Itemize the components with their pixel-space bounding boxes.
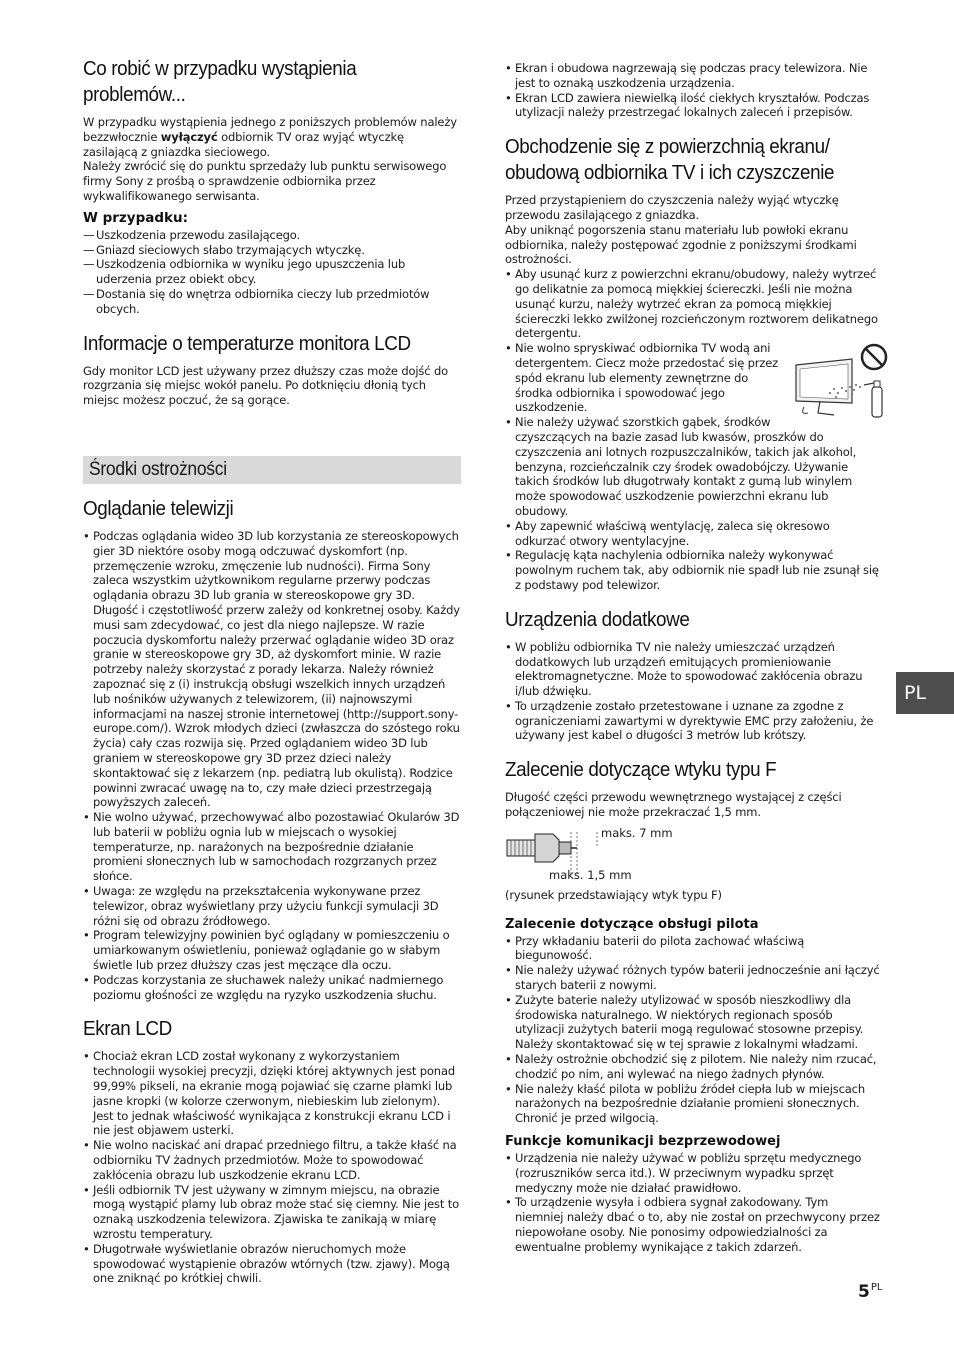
watching-title: Oglądanie telewizji <box>83 496 234 520</box>
temperature-text: Gdy monitor LCD jest używany przez dłuższy czas może dojść do rozgrzania się miejsc wokół panelu. Po dotknięciu dłonią tych miejsc możesz poczuć, że są gorące. <box>83 363 448 408</box>
problems-paragraph-2: Należy zwrócić się do punktu sprzedaży lub punktu serwisowego firmy Sony z prośbą o sprawdzenie odbiornika przez wykwalifikowanego serwisanta. <box>83 159 447 203</box>
section-accessories <box>505 607 880 744</box>
problems-title-line1: Co robić w przypadku wystąpienia <box>83 57 357 80</box>
problems-title <box>83 56 431 108</box>
list-item: • Nie wolno naciskać ani drapać przedniego filtru, a także kłaść na odbiorniku TV żadnych przedmiotów. Może to spowodować zakłócenia obrazu lub uszkodzenie ekranu LCD. <box>83 1138 461 1182</box>
list-item: • Aby usunąć kurz z powierzchni ekranu/obudowy, należy wytrzeć go delikatnie za pomocą miękkiej ściereczki. Jeśli nie można usunąć kurzu, należy wytrzeć ekran za pomocą miękkiej ściereczki lekko zwilżonej rozcieńczonym roztworem delikatnego detergentu. <box>505 267 880 341</box>
watching-list <box>83 529 461 1003</box>
list-item: • Aby zapewnić właściwą wentylację, zaleca się okresowo odkurzać otwory wentylacyjne. <box>505 519 880 549</box>
list-item: — Gniazd sieciowych słabo trzymających wtyczkę. <box>83 243 461 258</box>
list-item-with-figure <box>505 341 880 415</box>
list-item: • Regulację kąta nachylenia odbiornika należy wykonywać powolnym ruchem tak, aby odbiornik nie spadł lub nie zsunął się z podstawy pod telewizor. <box>505 548 880 592</box>
list-item: • To urządzenie zostało przetestowane i uznane za zgodne z ograniczeniami zawartymi w dyrektywie EMC przy założeniu, że używany jest kabel o długości 3 metrów lub krótszy. <box>505 699 880 743</box>
list-item: • Chociaż ekran LCD został wykonany z wykorzystaniem technologii wysokiej precyzji, dzięki której aktywnych jest ponad 99,99% pikseli, na ekranie mogą pojawiać się czarne plamki lub jasne kropki (w kolorze czerwonym, niebieskim lub zielonym). Jest to jednak właściwość wynikająca z konstrukcji ekranu LCD i nie jest objawem usterki. <box>83 1049 461 1138</box>
list-item: • Nie wolno używać, przechowywać albo pozostawiać Okularów 3D lub baterii w pobliżu ognia lub w miejscach o wysokiej temperaturze, np. narażonych na bezpośrednie działanie promieni słonecznych lub w samochodach rozgrzanych przez słońce. <box>83 810 461 884</box>
wireless-list <box>505 1151 880 1255</box>
temperature-title: Informacje o temperaturze monitora LCD <box>83 331 411 355</box>
section-wireless <box>505 1134 880 1255</box>
language-tab: PL <box>896 672 954 714</box>
section-remote <box>505 917 880 1126</box>
list-item: — Uszkodzenia odbiornika w wyniku jego upuszczenia lub uderzenia przez obiekt obcy. <box>83 257 461 287</box>
lcd-title: Ekran LCD <box>83 1017 172 1041</box>
problems-paragraph-1 <box>83 115 461 159</box>
list-item: • Nie należy używać różnych typów baterii jednocześnie ani łączyć starych baterii z nowymi. <box>505 963 880 993</box>
plug-caption: (rysunek przedstawiający wtyk typu F) <box>505 887 722 902</box>
problems-p1-bold: wyłączyć <box>160 129 218 144</box>
section-cleaning <box>505 134 880 593</box>
list-item: • Przy wkładaniu baterii do pilota zachować właściwą biegunowość. <box>505 934 880 964</box>
left-column <box>83 56 461 1300</box>
list-item: • Urządzenia nie należy używać w pobliżu sprzętu medycznego (rozruszników serca itd.). W przeciwnym wypadku sprzęt medyczny może nie działać prawidłowo. <box>505 1151 880 1195</box>
cleaning-title-line1: Obchodzenie się z powierzchnią ekranu/ <box>505 135 830 159</box>
list-item: • Zużyte baterie należy utylizować w sposób nieszkodliwy dla środowiska naturalnego. W niektórych regionach sposób utylizacji zużytych baterii mogą regulować stosowne przepisy. Należy skontaktować się w tej sprawie z lokalnymi władzami. <box>505 993 880 1052</box>
accessories-title: Urządzenia dodatkowe <box>505 607 690 631</box>
section-problems <box>83 56 461 317</box>
wireless-title: Funkcje komunikacji bezprzewodowej <box>505 1134 781 1150</box>
list-item: • Podczas oglądania wideo 3D lub korzystania ze stereoskopowych gier 3D niektóre osoby mogą odczuwać dyskomfort (np. przemęczenie wzroku, zmęczenie lub nudności). Firma Sony zaleca wszystkim użytkownikom regularne przerwy podczas oglądania obrazu 3D lub grania w stereoskopowe gry 3D. Długość i częstotliwość przerw zależy od konkretnej osoby. Każdy musi sam zdecydować, co jest dla niego najlepsze. W razie poczucia dyskomfortu należy przerwać oglądanie wideo 3D oraz granie w stereoskopowe gry 3D, aż dyskomfort minie. W razie potrzeby należy skorzystać z porady lekarza. Należy również zapoznać się z (i) instrukcją obsługi wszelkich innych urządzeń lub nośników używanych z telewizorem, (ii) najnowszymi informacjami na naszej stronie internetowej (http://support.sony-europe.com/). Wzrok młodych dzieci (zwłaszcza do szóstego roku życia) cały czas rozwija się. Przed oglądaniem wideo 3D lub graniem w stereoskopowe gry 3D przez dzieci należy skontaktować się z lekarzem (np. pediatrą lub okulistą). Rodzice powinni zwracać uwagę na to, czy małe dzieci przestrzegają powyższych zaleceń. <box>83 529 461 810</box>
problems-title-line2: problemów... <box>83 83 186 106</box>
accessories-list <box>505 640 880 744</box>
list-item: • Uwaga: ze względu na przekształcenia wykonywane przez telewizor, obraz wyświetlany przy użyciu funkcji symulacji 3D różni się od obrazu źródłowego. <box>83 884 461 928</box>
f-plug-figure <box>505 826 880 894</box>
problems-p1-a: W przypadku wystąpienia jednego z poniższych problemów należy bezzwłocznie <box>83 115 457 144</box>
cleaning-title-line2: obudową odbiornika TV i ich czyszczenie <box>505 161 835 185</box>
list-item: — Dostania się do wnętrza odbiornika cieczy lub przedmiotów obcych. <box>83 287 461 317</box>
cleaning-title <box>505 134 850 186</box>
list-item: • Nie należy kłaść pilota w pobliżu źródeł ciepła lub w miejscach narażonych na bezpośrednie działanie promieni słonecznych. Chronić je przed wilgocią. <box>505 1082 880 1126</box>
label-max-1-5mm: maks. 1,5 mm <box>549 867 632 882</box>
page-number-suffix: PL <box>870 1282 883 1293</box>
precautions-banner-title: Środki ostrożności <box>89 458 227 480</box>
cleaning-paragraph-1: Przed przystąpieniem do czyszczenia należy wyjąć wtyczkę przewodu zasilającego z gniazdka. <box>505 193 839 222</box>
section-temperature <box>83 331 461 408</box>
list-item: • Podczas korzystania ze słuchawek należy unikać nadmiernego poziomu głośności ze względu na ryzyko uszkodzenia słuchu. <box>83 973 461 1003</box>
list-item: • Długotrwałe wyświetlanie obrazów nieruchomych może spowodować wystąpienie obrazów wtórnych (tzw. zjawy). Mogą one zniknąć po krótkiej chwili. <box>83 1242 461 1286</box>
page-number-value: 5 <box>858 1282 870 1302</box>
cleaning-list <box>505 267 880 593</box>
list-item: • Jeśli odbiornik TV jest używany w zimnym miejscu, na obrazie mogą wystąpić plamy lub obraz może stać się ciemny. Nie jest to oznaką uszkodzenia telewizora. Zjawiska te zanikają w miarę wzrostu temperatury. <box>83 1183 461 1242</box>
label-max-7mm: maks. 7 mm <box>601 825 673 840</box>
problems-p1-b: odbiornik TV oraz wyjąć wtyczkę zasilającą z gniazdka sieciowego. <box>83 129 404 159</box>
list-item: • Ekran i obudowa nagrzewają się podczas pracy telewizora. Nie jest to oznaką uszkodzenia urządzenia. <box>505 61 880 91</box>
section-lcd <box>83 1016 461 1286</box>
precautions-banner <box>83 456 461 484</box>
section-plug <box>505 757 880 902</box>
list-item: • Nie należy używać szorstkich gąbek, środków czyszczących na bazie zasad lub kwasów, proszków do czyszczenia ani lotnych rozpuszczalników, takich jak alkohol, benzyna, rozcieńczalnik czy środek owadobójczy. Używanie takich środków lub długotrwały kontakt z gumą lub winylem może spowodować uszkodzenie powierzchni ekranu lub obudowy. <box>505 415 880 519</box>
problems-list <box>83 228 461 317</box>
problems-subtitle: W przypadku: <box>83 209 188 226</box>
list-item: — Uszkodzenia przewodu zasilającego. <box>83 228 461 243</box>
right-column <box>505 61 880 1269</box>
lcd-continued-list <box>505 61 880 120</box>
list-item-text: Nie wolno spryskiwać odbiornika TV wodą ani detergentem. Ciecz może przedostać się przez spód ekranu lub elementy zewnętrzne do środka odbiornika i spowodować jego uszkodzenie. <box>515 341 779 415</box>
list-item: • Ekran LCD zawiera niewielką ilość ciekłych kryształów. Podczas utylizacji należy przestrzegać lokalnych zaleceń i przepisów. <box>505 91 880 121</box>
page-number <box>858 1282 882 1302</box>
plug-title: Zalecenie dotyczące wtyku typu F <box>505 758 777 782</box>
lcd-list <box>83 1049 461 1286</box>
plug-text: Długość części przewodu wewnętrznego wystającej z części połączeniowej nie może przekraczać 1,5 mm. <box>505 790 842 820</box>
cleaning-paragraph-2: Aby uniknąć pogorszenia stanu materiału lub powłoki ekranu odbiornika, należy postępować zgodnie z poniższymi środkami ostrożności. <box>505 222 857 267</box>
remote-title: Zalecenie dotyczące obsługi pilota <box>505 916 759 932</box>
list-item: • Należy ostrożnie obchodzić się z pilotem. Nie należy nim rzucać, chodzić po nim, ani wylewać na niego żadnych płynów. <box>505 1052 880 1082</box>
no-spray-tv-icon <box>790 343 890 423</box>
section-watching <box>83 496 461 1003</box>
list-item: • To urządzenie wysyła i odbiera sygnał zakodowany. Tym niemniej należy dbać o to, aby nie został on przechwycony przez niepowołane osoby. Nie ponosimy odpowiedzialności za ewentualne problemy wynikające z takich zdarzeń. <box>505 1195 880 1254</box>
list-item: • W pobliżu odbiornika TV nie należy umieszczać urządzeń dodatkowych lub urządzeń emitujących promieniowanie elektromagnetyczne. Może to spowodować zakłócenia obrazu i/lub dźwięku. <box>505 640 880 699</box>
list-item: • Program telewizyjny powinien być oglądany w pomieszczeniu o umiarkowanym oświetleniu, ponieważ oglądanie go w słabym świetle lub przez dłuższy czas jest męczące dla oczu. <box>83 928 461 972</box>
remote-list <box>505 934 880 1126</box>
